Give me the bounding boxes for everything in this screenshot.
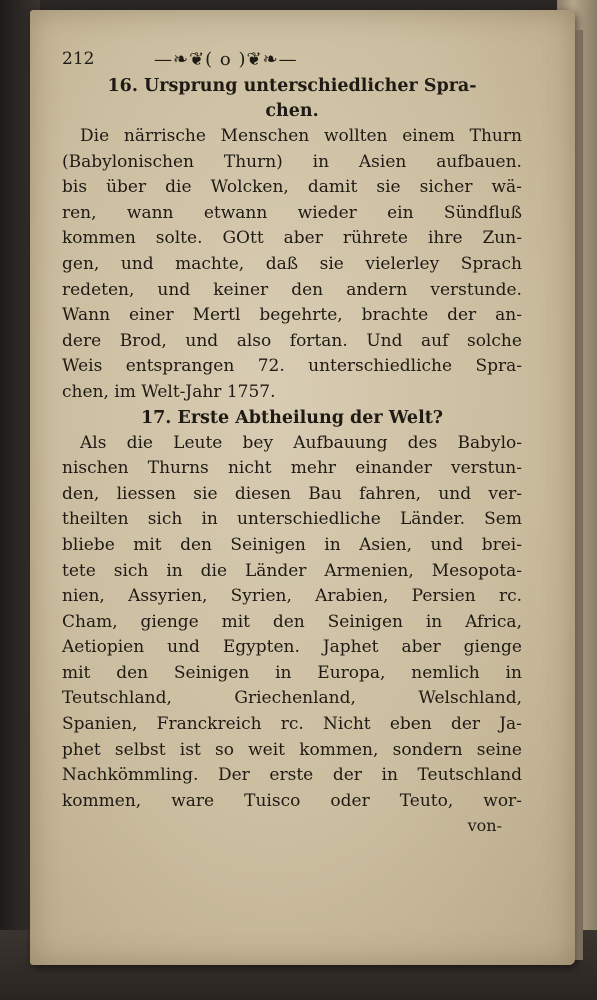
text-line: Teutschland, Griechenland, Welschland,: [62, 688, 522, 709]
text-line: theilten sich in unterschiedliche Länder. Sem: [62, 509, 522, 530]
text-line: chen, im Welt-Jahr 1757.: [62, 381, 276, 402]
text-line: Spanien, Franckreich rc. Nicht eben der Ja-: [62, 714, 522, 735]
section-16-heading: [62, 74, 522, 124]
page-number: 212: [62, 49, 95, 69]
text-line: Nachkömmling. Der erste der in Teutschland: [62, 765, 522, 786]
text-line: Aetiopien und Egypten. Japhet aber gienge: [62, 637, 522, 658]
text-line: ren, wann etwann wieder ein Sündfluß: [62, 202, 522, 223]
section-17-body: [62, 431, 522, 815]
text-line: Als die Leute bey Aufbauung des Babylo-: [80, 432, 522, 453]
text-line: Weis entsprangen 72. unterschiedliche Spra-: [62, 356, 522, 377]
section-16-heading-line-2: chen.: [265, 101, 319, 121]
text-line: nien, Assyrien, Syrien, Arabien, Persien rc.: [62, 586, 522, 607]
page-header: [62, 44, 522, 74]
text-line: nischen Thurns nicht mehr einander verstun-: [62, 458, 522, 479]
text-line: Wann einer Mertl begehrte, brachte der an-: [62, 305, 522, 326]
text-line: kommen solte. GOtt aber rührete ihre Zun-: [62, 228, 522, 249]
text-line: redeten, und keiner den andern verstunde.: [62, 279, 522, 300]
text-line: den, liessen sie diesen Bau fahren, und ver-: [62, 483, 522, 504]
text-line: mit den Seinigen in Europa, nemlich in: [62, 662, 522, 683]
text-line: tete sich in die Länder Armenien, Mesopota-: [62, 560, 522, 581]
text-line: kommen, ware Tuisco oder Teuto, wor-: [62, 790, 522, 811]
page-text: [62, 44, 522, 838]
text-line: gen, und machte, daß sie vielerley Sprach: [62, 253, 522, 274]
text-line: bis über die Wolcken, damit sie sicher wä-: [62, 177, 522, 198]
page-edge: [575, 30, 583, 960]
text-line: Cham, gienge mit den Seinigen in Africa,: [62, 611, 522, 632]
text-line: Die närrische Menschen wollten einem Thurn: [80, 126, 522, 146]
header-ornament: —❧❦( o )❦❧—: [154, 48, 298, 70]
text-line: phet selbst ist so weit kommen, sondern seine: [62, 739, 522, 760]
text-line: bliebe mit den Seinigen in Asien, und brei-: [62, 534, 522, 555]
section-16-body: [62, 124, 522, 406]
catchword: von-: [467, 816, 502, 836]
section-16-heading-line-1: 16. Ursprung unterschiedlicher Spra-: [107, 76, 477, 96]
text-line: dere Brod, und also fortan. Und auf solche: [62, 330, 522, 351]
text-line: (Babylonischen Thurn) in Asien aufbauen.: [62, 151, 522, 172]
section-17-heading: 17. Erste Abtheilung der Welt?: [140, 407, 444, 428]
